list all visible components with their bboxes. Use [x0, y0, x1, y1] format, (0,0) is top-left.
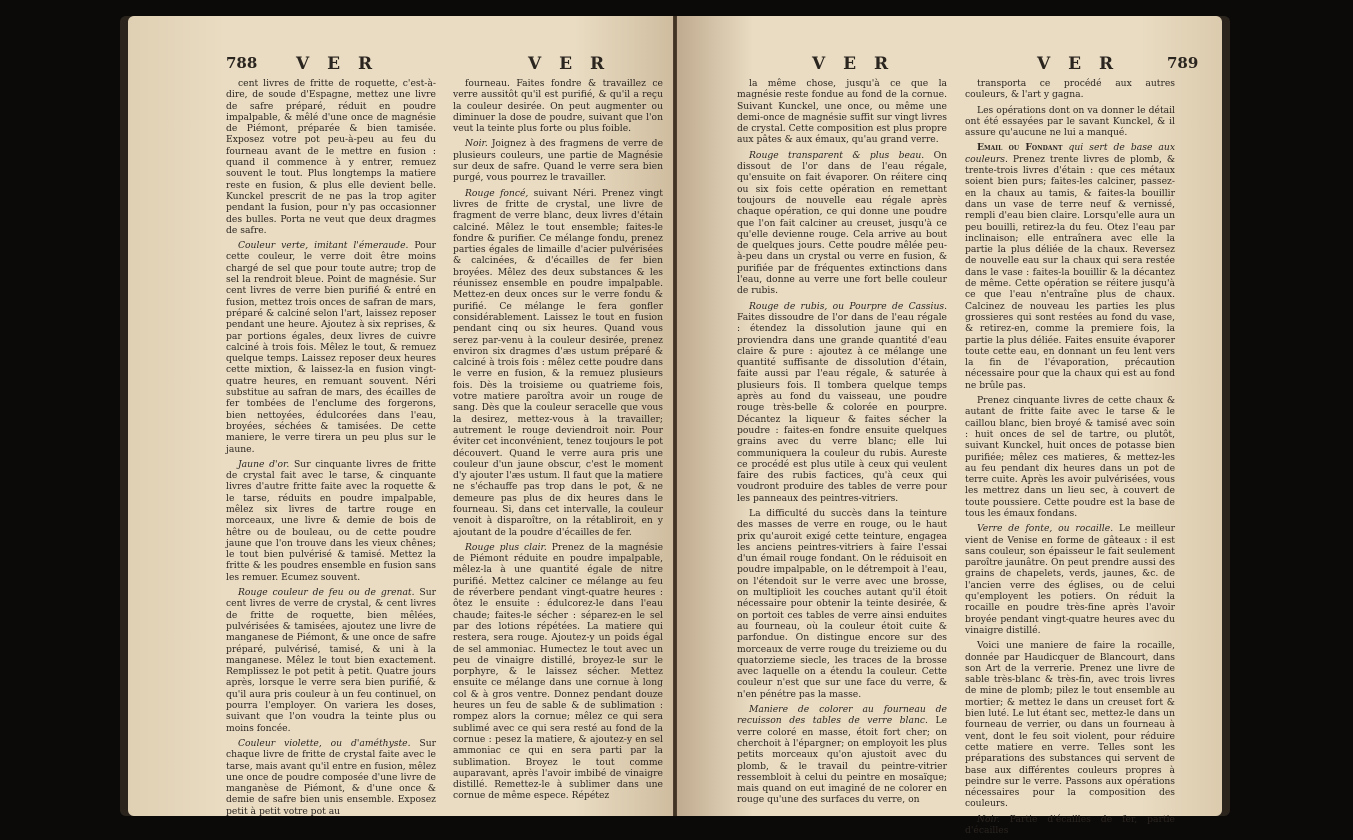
- paragraph-lead: Verre de fonte, ou rocaille.: [977, 523, 1114, 535]
- paragraph: [226, 587, 436, 734]
- paragraph: [965, 105, 1175, 139]
- left-page-number: 788: [226, 54, 258, 72]
- paragraph-text: Le meilleur vient de Venise en forme de gâteaux : il est sans couleur, son épaisseur le fait seulement paroître jaunâtre. On peut prendre aussi des grains de chapelets, verds, jaunes, &c. de l'ancien verre des églises, ou de celui qu'employent les potiers. On réduit la rocaille en poudre très-fine après l'avoir broyée pendant vingt-quatre heures avec du vinaigre distillé.: [965, 523, 1176, 636]
- paragraph: [965, 395, 1175, 519]
- right-page-number: 789: [1167, 54, 1199, 72]
- paragraph-lead: Couleur violette, ou d'améthyste.: [238, 737, 411, 749]
- paragraph-text: Prenez cinquante livres de cette chaux & autant de fritte faite avec le tarse & le caillou blanc, bien broyé & tamisé avec soin : huit onces de sel de tartre, ou plutôt, suivant Kunckel, huit onces de potasse bien purifiée; mêlez ces matieres, & mettez-les au feu pendant dix heures dans un pot de terre cuite. Après les avoir pulvérisées, vous les mettrez dans un lieu sec, à couvert de toute poussiere. Cette poudre est la base de tous les émaux fondans.: [965, 395, 1175, 519]
- paragraph-lead: Rouge de rubis, ou Pourpre de Cassius.: [749, 300, 947, 312]
- book-spread: [120, 16, 1230, 836]
- paragraph-text: Sur cinquante livres de fritte de crystal fait avec le tarse, & cinquante livres d'autre fritte faite avec la roquette & le tarse, réduits en poudre impalpable, mêlez six livres de tartre rouge en morceaux, une livre & demie de bois de hêtre ou de bouleau, ou de cette poudre jaune que l'on trouve dans les vieux chênes; le tout bien pulvérisé & tamisé. Mettez la fritte & les poudres ensemble en fusion sans les remuer. Ecumez souvent.: [226, 458, 437, 583]
- paragraph: [965, 640, 1175, 809]
- paragraph: [226, 738, 436, 817]
- paragraph-lead: Noir.: [977, 813, 1000, 825]
- left-column-2: [453, 78, 663, 806]
- paragraph-text: transporta ce procédé aux autres couleurs, & l'art y gagna.: [965, 78, 1175, 101]
- paragraph-text: Le verre coloré en masse, étoit fort cher; on cherchoit à l'épargner; on employoit les plus petits morceaux qu'on ajustoit avec du plomb, & le travail du peintre-vitrier ressembloit à celui du peintre en mosaïque; mais quand on eut imaginé de ne colorer en rouge qu'une des surfaces du verre, on: [737, 715, 948, 806]
- paragraph: [453, 78, 663, 134]
- paragraph-lead: Noir.: [465, 138, 488, 150]
- paragraph-text: la même chose, jusqu'à ce que la magnésie reste fondue au fond de la cornue. Suivant Kunckel, une once, ou même une demi-once de magnésie suffit sur vingt livres de crystal. Cette composition est plus propre aux pâtes & aux émaux, qu'au grand verre.: [737, 78, 947, 146]
- paragraph: [737, 704, 947, 806]
- paragraph-text: fourneau. Faites fondre & travaillez ce verre aussitôt qu'il est purifié, & qu'il a reçu la couleur desirée. On peut augmenter ou diminuer la dose de poudre, suivant que l'on veut la teinte plus forte ou plus foible.: [453, 78, 663, 135]
- paragraph: [453, 542, 663, 802]
- paragraph-lead: qui sert de base aux couleurs.: [965, 142, 1176, 165]
- paragraph-text: Prenez de la magnésie de Piémont réduite en poudre impalpable, mêlez-la à une quantité égale de nitre purifié. Mettez calciner ce mélange au feu de réverbere pendant vingt-quatre heures : ôtez le ensuite : édulcorez-le dans l'eau chaude; faites-le sécher : séparez-en le sel par des lotions répétées. La matiere qui restera, sera rouge. Ajoutez-y un poids égal de sel ammoniac. Humectez le tout avec un peu de vinaigre distillé, broyez-le sur le porphyre, & le laissez sécher. Mettez ensuite ce mélange dans une cornue à long col & à gros ventre. Donnez pendant douze heures un feu de sable & de sublimation : rompez alors la cornue; mêlez ce qui sera sublimé avec ce qui sera resté au fond de la cornue : pesez la matiere, & ajoutez-y en sel ammoniac ce qui en sera parti par la sublimation. Broyez le tout comme auparavant, après l'avoir imbibé de vinaigre distillé. Remettez-le à sublimer dans une cornue de même espece. Répétez: [453, 541, 664, 802]
- paragraph-text: suivant Néri. Prenez vingt livres de fritte de crystal, une livre de fragment de verre blanc, deux livres d'étain calciné. Mêlez le tout ensemble; faites-le fondre & purifier. Ce mélange fondu, prenez parties égales de limaille d'acier pulvérisées & calcinées, & d'écailles de fer bien broyées. Mêlez des deux substances & les réunissez ensemble en poudre impalpable. Mettez-en deux onces sur le verre fondu & purifié. Ce mélange le fera gonfler considérablement. Laissez le tout en fusion pendant cinq ou six heures. Quand vous serez par-venu à la couleur desirée, prenez environ six dragmes d'æs ustum préparé & calciné à trois fois : mêlez cette poudre dans le verre en fusion, & la remuez plusieurs fois. Dès la troisieme ou quatrieme fois, votre matiere paroîtra avoir un rouge de sang. Dès que la couleur seracelle que vous la desirez, mettez-vous à la travailler; autrement le rouge deviendroit noir. Pour éviter cet inconvénient, tenez toujours le pot découvert. Quand le verre aura pris une couleur d'un jaune obscur, c'est le moment d'y ajouter l'æs ustum. Il faut que la matiere ne s'échauffe pas trop dans le pot, & ne demeure pas plus de dix heures dans le fourneau. Si, dans cet intervalle, la couleur venoit à disparoître, on la rétabliroit, en y ajoutant de la poudre d'écailles de fer.: [453, 187, 663, 538]
- paragraph-text: Pour cette couleur, le verre doit être moins chargé de sel que pour toute autre; trop de sel la rendroit bleue. Point de magnésie. Sur cent livres de verre bien purifié & entré en fusion, mettez trois onces de safran de mars, préparé & calciné selon l'art, laissez reposer pendant une heure. Ajoutez à six reprises, & par portions égales, deux livres de cuivre calciné à trois fois. Mêlez le tout, & remuez quelque temps. Laissez reposer deux heures cette mixtion, & laissez-la en fusion vingt-quatre heures, en remuant souvent. Néri substitue au safran de mars, des écailles de fer tombées de l'enclume des forgerons, bien nettoyées, édulcorées dans l'eau, broyées, séchées & tamisées. De cette maniere, le verre tirera un peu plus sur le jaune.: [226, 240, 437, 455]
- paragraph-text: Partie d'écailles de fer, partie d'écailles: [965, 813, 1175, 836]
- paragraph-lead: Rouge foncé,: [465, 187, 529, 199]
- paragraph-text: Faites dissoudre de l'or dans de l'eau régale : étendez la dissolution jaune qui en proviendra dans une grande quantité d'eau claire & pure : ajoutez à ce mélange une quantité suffisante de dissolution d'étain, faite aussi par l'eau régale, & saturée à plusieurs fois. Il tombera quelque temps après au fond du vaisseau, une poudre rouge très-belle & colorée en pourpre. Décantez la liqueur & faites sécher la poudre : faites-en fondre ensuite quelques grains avec du verre blanc; elle lui communiquera la couleur du rubis. Aureste ce procédé est plus utile à ceux qui veulent faire des rubis factices, qu'à ceux qui voudront produire des tables de verre pour les panneaux des peintres-vitriers.: [737, 311, 947, 504]
- left-column-1: [226, 78, 436, 821]
- paragraph-text: Sur chaque livre de fritte de crystal faite avec le tarse, mais avant qu'il entre en fusion, mêlez une once de poudre composée d'une livre de manganèse de Piémont, & d'une once & demie de safre bien unis ensemble. Exposez petit à petit votre pot au: [226, 737, 437, 817]
- paragraph: [226, 78, 436, 236]
- paragraph-text: cent livres de fritte de roquette, c'est-à-dire, de soude d'Espagne, mettez une livre de safre préparé, réduit en poudre impalpable, & mêlé d'une once de magnésie de Piémont, préparée & bien tamisée. Exposez votre pot peu-à-peu au feu du fourneau avant de le mettre en fusion : quand il commence à y entrer, remuez souvent le tout. Plus longtemps la matiere reste en fusion, & plus elle devient belle. Kunckel prescrit de ne pas la trop agiter pendant la fusion, pour n'y pas occasionner des bulles. Porta ne veut que deux dragmes de safre.: [226, 78, 436, 236]
- paragraph-text: La difficulté du succès dans la teinture des masses de verre en rouge, ou le haut prix qu'auroit exigé cette teinture, engagea les anciens peintres-vitriers à faire l'essai d'un émail rouge fondant. On le réduisoit en poudre impalpable, on le détrempoit à l'eau, on l'étendoit sur le verre avec une brosse, on multiplioit les couches autant qu'il étoit nécessaire pour obtenir la teinte desirée, & on portoit ces tables de verre ainsi enduites au fourneau, où la couleur étoit cuite & parfondue. On distingue encore sur des morceaux de verre rouge du treizieme ou du quatorzieme siecle, les traces de la brosse avec laquelle on a étendu la couleur. Cette couleur n'est que sur une face du verre, & n'en pénétre pas la masse.: [737, 507, 947, 700]
- paragraph: [737, 150, 947, 297]
- paragraph: [453, 188, 663, 538]
- left-running-head-left: V E R: [296, 54, 379, 74]
- paragraph-lead: Couleur verte, imitant l'émeraude.: [238, 240, 409, 252]
- paragraph: [737, 508, 947, 700]
- right-page: [677, 16, 1222, 836]
- paragraph-lead: Rouge transparent & plus beau.: [749, 149, 925, 161]
- paragraph-text: Les opérations dont on va donner le détail ont été essayées par le savant Kunckel, & il assure qu'aucune ne lui a manqué.: [965, 104, 1175, 139]
- paragraph-text: Joignez à des fragmens de verre de plusieurs couleurs, une partie de Magnésie sur deux de safre. Quand le verre sera bien purgé, vous pourrez le travailler.: [453, 138, 664, 184]
- right-running-head-left: V E R: [812, 54, 895, 74]
- paragraph-lead: Jaune d'or.: [238, 458, 290, 470]
- paragraph: [965, 523, 1175, 636]
- paragraph: [453, 138, 663, 183]
- paragraph-text: Voici une maniere de faire la rocaille, donnée par Haudicquer de Blancourt, dans son Art de la verrerie. Prenez une livre de sable très-blanc & très-fin, avec trois livres de mine de plomb; pilez le tout ensemble au mortier; & mettez le dans un creuset fort & bien luté. Le lut étant sec, mettez-le dans un fourneau de verrier, ou dans un fourneau à vent, dont le feu soit violent, pour réduire cette matiere en verre. Telles sont les préparations des substances qui servent de base aux différentes couleurs propres à peindre sur le verre. Passons aux opérations nécessaires pour la composition des couleurs.: [965, 640, 1175, 810]
- paragraph-text: Prenez trente livres de plomb, & trente-trois livres d'étain : que ces métaux soient bien purs; faites-les calciner, passez-en la chaux au tamis, & faites-la bouillir dans un vase de terre neuf & vernissé, rempli d'eau bien claire. Lorsqu'elle aura un peu bouilli, retirez-la du feu. Otez l'eau par inclinaison; elle entraînera avec elle la partie la plus déliée de la chaux. Reversez de nouvelle eau sur la chaux qui sera restée dans le vase : faites-la bouillir & la décantez de même. Cette opération se réitere jusqu'à ce que l'eau n'entraîne plus de chaux. Calcinez de nouveau les parties les plus grossieres qui sont restées au fond du vase, & retirez-en, comme la premiere fois, la partie la plus déliée. Faites ensuite évaporer toute cette eau, en donnant un feu lent vers la fin de l'évaporation, précaution nécessaire pour que la chaux qui est au fond ne brûle pas.: [965, 153, 1175, 391]
- left-page: [128, 16, 673, 816]
- right-column-2: [965, 78, 1175, 840]
- paragraph-text: On dissout de l'or dans de l'eau régale, qu'ensuite on fait évaporer. On réitere cinq ou six fois cette opération en remettant toujours de nouvelle eau régale après chaque opération, ce qui donne une poudre que l'on fait calciner au creuset, jusqu'à ce qu'elle devienne rouge. Cela arrive au bout de quelques jours. Cette poudre mêlée peu-à-peu dans un crystal ou verre en fusion, & purifiée par de fréquentes extinctions dans l'eau, donne au verre une fort belle couleur de rubis.: [737, 149, 948, 297]
- paragraph: [226, 240, 436, 455]
- right-running-head-right: V E R: [1037, 54, 1120, 74]
- left-running-head-right: V E R: [528, 54, 611, 74]
- paragraph: [965, 142, 1175, 391]
- paragraph: [965, 814, 1175, 837]
- paragraph: [737, 78, 947, 146]
- paragraph-lead: Maniere de colorer au fourneau de recuisson des tables de verre blanc.: [737, 704, 947, 727]
- paragraph: [965, 78, 1175, 101]
- paragraph-caps-heading: Email ou Fondant: [977, 142, 1063, 154]
- paragraph-lead: Rouge couleur de feu ou de grenat.: [238, 587, 415, 599]
- paragraph-lead: Rouge plus clair.: [465, 541, 547, 553]
- paragraph: [226, 459, 436, 583]
- paragraph-text: Sur cent livres de verre de crystal, & cent livres de fritte de roquette, bien mêlées, pulvérisées & tamisées, ajoutez une livre de manganese de Piémont, & une once de safre préparé, pulvérisé, tamisé, & uni à la manganese. Mêlez le tout bien exactement. Remplissez le pot petit à petit. Quatre jours après, lorsque le verre sera bien purifié, & qu'il aura pris couleur à un feu continuel, on pourra l'employer. On variera les doses, suivant que l'on voudra la teinte plus ou moins foncée.: [226, 587, 437, 734]
- paragraph: [737, 301, 947, 504]
- right-column-1: [737, 78, 947, 810]
